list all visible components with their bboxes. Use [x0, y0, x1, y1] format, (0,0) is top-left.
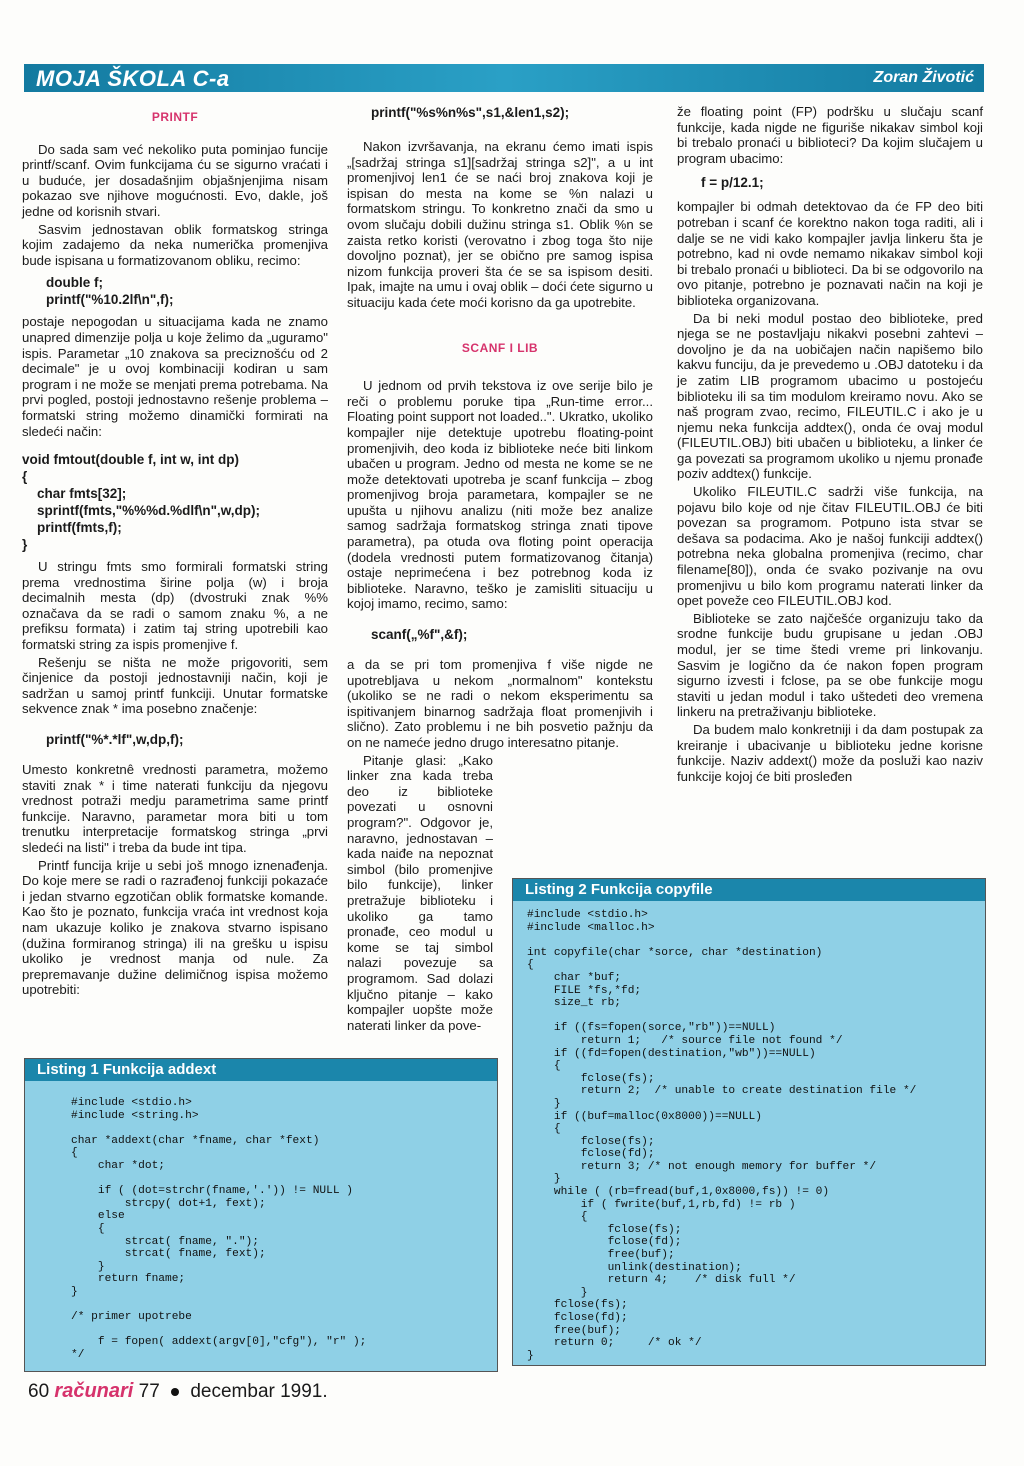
listing-1-code: #include <stdio.h> #include <string.h> char *addext(char *fname, char *fext) { char *dot; if ( (dot=strchr(fname,'.')) != NULL ) strcpy( dot+1, fext); else { strcat( fname, "."); strcat( fname, fext); } return fname; } /* primer upotrebe f = fopen( addext(argv[0],"cfg"), "r" ); */ — [71, 1097, 367, 1361]
heading-scanf: SCANF I LIB — [461, 340, 539, 355]
column-3 — [677, 104, 983, 786]
paragraph: Umesto konkretnê vrednosti parametra, možemo staviti znak * i time naterati funkciju da njegovu vrednost potraži medju parametrima same printf funkcije. Naravno, parametar mora biti u tom trenutku interpretacije formatskog stringa „prvi sledeći na listi" i treba da bude int tipa. — [22, 762, 328, 855]
listing-2-code: #include <stdio.h> #include <malloc.h> int copyfile(char *sorce, char *destination) { char *buf; FILE *fs,*fd; size_t rb; if ((fs=fopen(sorce,"rb"))==NULL) return 1; /* source file not found */ if ((fd=fopen(destination,"wb"))==NULL) { fclose(fs); return 2; /* unable to create destination file */ } if ((buf=malloc(0x8000))==NULL) { fclose(fs); fclose(fd); return 3; /* not enough memory for buffer */ } while ( (rb=fread(buf,1,0x8000,fs)) != 0) if ( fwrite(buf,1,rb,fd) != rb ) { fclose(fs); fclose(fd); free(buf); unlink(destination); return 4; /* disk full */ } fclose(fs); fclose(fd); free(buf); return 0; /* ok */ } — [527, 909, 917, 1362]
column-1 — [22, 104, 328, 1000]
magazine-logo: računari — [54, 1380, 134, 1402]
code-snippet: printf("%*.*lf",w,dp,f); — [46, 732, 184, 748]
listing-2-title: Listing 2 Funkcija copyfile — [513, 879, 985, 901]
listing-2 — [512, 878, 986, 1366]
heading-printf: PRINTF — [151, 110, 199, 124]
paragraph: a da se pri tom promenjiva f više nigde ne upotrebljava u nekom „normalnom" kontekstu (ukoliko se ne radi o nekom eksperimentu sa ispitivanjem binarnog sadržaja float promenjivih i slično). Zato problemu i ne bih posvetio pažnju da on ne nameće jedno drugo interesatno pitanje. — [347, 657, 653, 750]
issue-date: decembar 1991. — [190, 1381, 328, 1402]
page-number: 60 — [28, 1381, 50, 1402]
paragraph: Sasvim jednostavan oblik formatskog stringa kojim zadajemo da neka numerička promenjiva bude ispisana u formatizovanom obliku, recimo: — [22, 221, 328, 268]
paragraph: že floating point (FP) podršku u slučaju scanf funkcije, kada nigde ne figuriše nikakav simbol koji bi trebalo pronaći u biblioteci? Da kojim slučajem u program ubacimo: — [677, 104, 983, 166]
paragraph: Rešenju se ništa ne može prigovoriti, sem činjenice da postoji jednostavniji način, koji je sadržan u samoj printf funkciji. Unutar formatske sekvence znak * ima posebno značenje: — [22, 654, 328, 717]
paragraph: Pitanje glasi: „Kako linker zna kada treba deo iz biblioteke povezati u osnovni program?". Odgovor je, naravno, jednostavan – kada naiđe na nepoznat simbol (bilo promenjive bilo funkcije), linker pretražuje biblioteku i ukoliko ga tamo pronađe, ceo modul u kome se taj simbol nalazi povezuje sa programom. Sad dolazi ključno pitanje – kako kompajler uopšte može naterati linker da pove- — [347, 752, 493, 1033]
paragraph: U jednom od prvih tekstova iz ove serije bilo je reči o problemu poruke tipa „Run-time error... Floating point support not loaded..". Ukratko, ukoliko kompajler nije detektuje upotrebu floating-point promenjivih, deo koda iz biblioteke neće biti linkom ubačen u program. Jedno od mesta ne kome se ne može detektovati upotreba je scanf funkcija – zbog promenjivog broja parametara, kompajler se ne upušta u njihovu analizu (niti može bez analize samog sadržaja formatskog stringa znati tipove parametra), pa otuda ova floting point operacija (dodela vrednosti putem formatizovanog čitanja) ostaje neprimećena i bez potrebnog koda iz biblioteke. Naravno, teško je zamisliti situaciju u kojoj imamo, recimo, samo: — [347, 378, 653, 612]
paragraph: kompajler bi odmah detektovao da će FP deo biti potreban i scanf će korektno nakon toga raditi, ali i dalje se ne vidi kako kompajler javlja linkeru šta je potrebno, kad ni ovde nemamo nikakav simbol koji bi trebalo pronaći u biblioteci. Da bi se odgovorilo na ovo pitanje, potrebno je poznavati način na koji je biblioteka organizovana. — [677, 199, 983, 308]
section-banner — [24, 64, 984, 92]
code-snippet: void fmtout(double f, int w, int dp) { char fmts[32]; sprintf(fmts,"%%%d.%dlf\n",w,dp); printf(fmts,f); } — [22, 452, 261, 553]
paragraph: Printf funcija krije u sebi još mnogo iznenađenja. Do koje mere se radi o razrađenoj funkciji pokazaće i jedan stvarno egzotičan oblik formatske komande. Kao što je poznato, funkcija vraća int vrednost koja nam ukazuje koliko je znakova stvarno ispisano (dužina formiranog stringa) ili na grešku u ispisu ukoliko je vrednost manja od nule. Za prepremavanje dužine delimičnog ispisa možemo upotrebiti: — [22, 857, 328, 998]
bullet-icon — [171, 1388, 179, 1396]
section-title: MOJA ŠKOLA C-a — [36, 66, 230, 91]
page-footer — [28, 1380, 328, 1403]
code-snippet: scanf(„%f",&f); — [371, 627, 468, 643]
author-name: Zoran Životić — [873, 69, 974, 86]
paragraph: Biblioteke se zato najčešće organizuju tako da srodne funkcije budu grupisane u jedan .OBJ modul, jer se time štedi vreme pri linkovanju. Sasvim je logično da će nakon fopen program sigurno izvesti i fclose, pa se obe funkcije mogu staviti u jedan modul i tako uštedeti deo vremena linkeru na pretraživanju biblioteke. — [677, 610, 983, 720]
paragraph: Do sada sam već nekoliko puta pominjao funcije printf/scanf. Ovim funkcijama ću se sigurno vraćati i u buduće, jer dosadašnjim objašnjenjima nisam pokazao sve njihove mogućnosti. Evo, dakle, još jedne od korisnih stvari. — [22, 141, 328, 219]
paragraph: U stringu fmts smo formirali formatski string prema vrednostima širine polja (w) i broja decimalnih mesta (dp) (dvostruki znak %% označava da se radi o samom znaku %, a ne prefiksu formata) i zatim taj string upotrebili kao formatski string za ispis promenjive f. — [22, 559, 328, 653]
paragraph: Da budem malo konkretniji i da dam postupak za kreiranje i ubacivanje u biblioteku jedne korisne funkcije. Naziv addext() može da posluži kao naziv funkcije kojoj će biti prosleđen — [677, 721, 983, 784]
code-snippet: printf("%s%n%s",s1,&len1,s2); — [371, 105, 570, 120]
listing-1 — [24, 1058, 498, 1372]
paragraph: Nakon izvršavanja, na ekranu ćemo imati ispis „[sadržaj stringa s1][sadržaj stringa s2]", a u int promenjivoj len1 će se naći broj znakova koji je ispisan do mesta na kome se %n nalazi u formatskom stringu. To konkretno znači da smo u ovom slučaju dobili dužinu stringa s1. Oblik %n se zaista retko koristi (verovatno i zbog toga što nije dovoljno poznat), jer se obično pre samog ispisa nizom funkcija proveri šta će se sa ispisom desiti. Ipak, imajte na umu i ovaj oblik – doći ćete sigurno u situaciju kada ćete moći korisno da ga upotrebite. — [347, 139, 653, 310]
code-snippet: f = p/12.1; — [701, 175, 764, 191]
paragraph: Ukoliko FILEUTIL.C sadrži više funkcija, na pojavu bilo koje od nje čitav FILEUTIL.OBJ će biti povezan sa programom. Potpuno ista stvar se dešava sa podacima. Ako je našoj funkciji addtex() potrebna neka globalna promenjiva (recimo, char filename[80]), onda će svako pozivanje na ovu promenjivu u bilo kom programu naterati linker da opet poveže ceo FILEUTIL.OBJ kod. — [677, 484, 983, 609]
listing-1-title: Listing 1 Funkcija addext — [25, 1059, 497, 1081]
code-snippet: double f; printf("%10.2lf\n",f); — [46, 275, 174, 308]
paragraph: Da bi neki modul postao deo biblioteke, pred njega se ne postavljaju nikakvi posebni zahtevi – dovoljno je da na uobičajen način napišemo bilo kakvu funciju, da je prevedemo u .OBJ datoteku i da je zatim LIB programom ubacimo u postojeću biblioteku ili sa tim modulom kreiramo novu. Ako se naš program zvao, recimo, FILEUTIL.C i ako je u njemu neka funkcija addtex(), onda će ovaj modul (FILEUTIL.OBJ) biti ubačen u biblioteku, a linker će ga povezati sa programom ukoliko u njemu pronađe poziv addtex() funkcije. — [677, 310, 983, 482]
issue-number: 77 — [138, 1381, 160, 1402]
paragraph: postaje nepogodan u situacijama kada ne znamo unapred dimenzije polja u koje želimo da „uguramo" ispis. Parametar „10 znakova sa preciznošću od 2 decimale" je u ovoj kombinaciji kodiran u sam program i ne može se menjati prema potrebama. Na prvi pogled, postoji jednostavno rešenje problema – formatski string možemo dinamički formirati na sledeći način: — [22, 314, 328, 439]
